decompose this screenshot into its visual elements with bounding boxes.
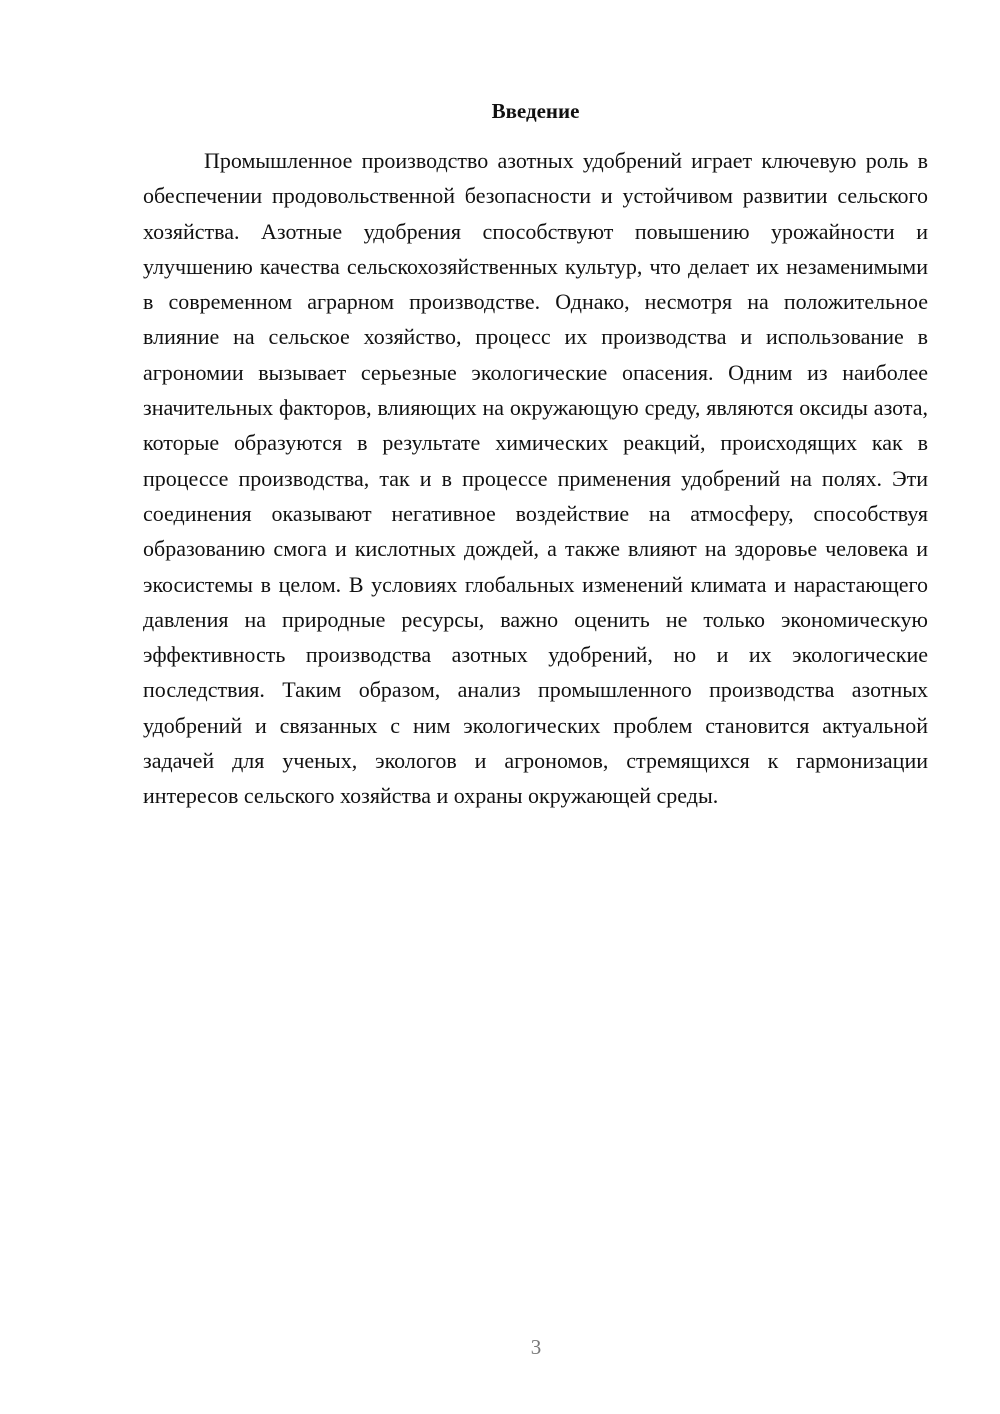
section-heading: Введение xyxy=(491,99,580,123)
page-number: 3 xyxy=(530,1335,542,1359)
body-paragraph: Промышленное производство азотных удобрений играет ключевую роль в обеспечении продовольственной безопасности и устойчивом развитии сельского хозяйства. Азотные удобрения способствуют повышению урожайности и улучшению качества сельскохозяйственных культур, что делает их незаменимыми в современном аграрном производстве. Однако, несмотря на положительное влияние на сельское хозяйство, процесс их производства и использование в агрономии вызывает серьезные экологические опасения. Одним из наиболее значительных факторов, влияющих на окружающую среду, являются оксиды азота, которые образуются в результате химических реакций, происходящих как в процессе производства, так и в процессе применения удобрений на полях. Эти соединения оказывают негативное воздействие на атмосферу, способствуя образованию смога и кислотных дождей, а также влияют на здоровье человека и экосистемы в целом. В условиях глобальных изменений климата и нарастающего давления на природные ресурсы, важно оценить не только экономическую эффективность производства азотных удобрений, но и их экологические последствия. Таким образом, анализ промышленного производства азотных удобрений и связанных с ним экологических проблем становится актуальной задачей для ученых, экологов и агрономов, стремящихся к гармонизации интересов сельского хозяйства и охраны окружающей среды. xyxy=(143,148,928,809)
